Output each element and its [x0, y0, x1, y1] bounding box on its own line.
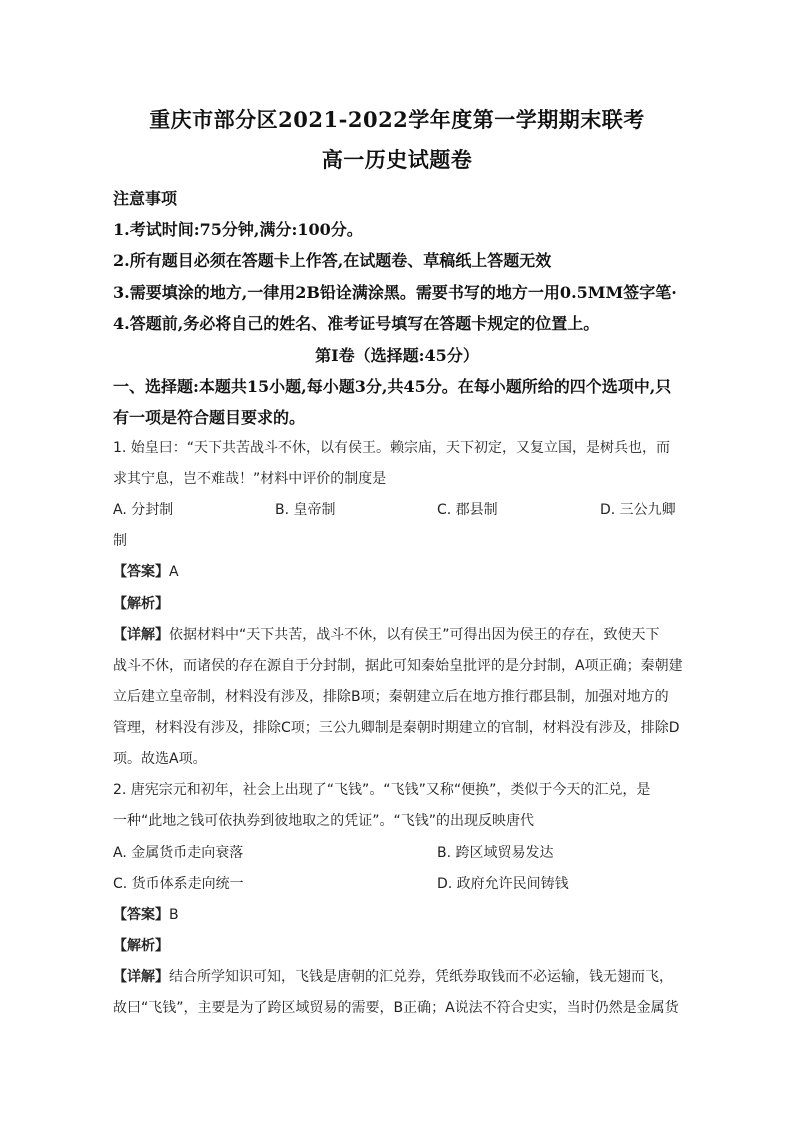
q2-detail-1 [113, 966, 683, 986]
exam-title: 重庆市部分区2021-2022学年度第一学期期末联考 [149, 107, 645, 132]
q2-answer [113, 904, 683, 924]
q2-detail-text-1: 结合所学知识可知，飞钱是唐朝的汇兑券，凭纸券取钱而不必运输，钱无翅而飞， [169, 969, 673, 985]
section-instructions-1: 一、选择题:本题共15小题,每小题3分,共45分。在每小题所给的四个选项中,只 [113, 377, 672, 396]
q2-answer-value: B [169, 907, 179, 923]
q2-answer-label: 【答案】 [113, 907, 169, 923]
q2-option-c: C. 货币体系走向统一 [113, 876, 244, 892]
q2-stem-1: 2. 唐宪宗元和初年，社会上出现了“飞钱”。“飞钱”又称“便换”，类似于今天的汇兑，是 [113, 782, 651, 798]
q1-option-b: B. 皇帝制 [275, 502, 336, 518]
q2-analysis-label: 【解析】 [113, 938, 169, 954]
note-item-2: 2.所有题目必须在答题卡上作答,在试题卷、草稿纸上答题无效 [113, 251, 552, 270]
note-item-4: 4.答题前,务必将自己的姓名、准考证号填写在答题卡规定的位置上。 [113, 314, 600, 333]
q1-detail-2: 战斗不休，而诸侯的存在源自于分封制，据此可知秦始皇批评的是分封制，A项正确；秦朝建 [113, 658, 683, 674]
q1-answer-value: A [169, 564, 179, 580]
q2-detail-label: 【详解】 [113, 969, 169, 985]
q1-detail-label: 【详解】 [113, 627, 169, 643]
q1-answer [113, 561, 683, 581]
notes-heading: 注意事项 [113, 189, 178, 208]
q1-detail-5: 项。故选A项。 [113, 751, 207, 767]
q1-option-d: D. 三公九卿 [600, 502, 676, 518]
q1-detail-text-1: 依据材料中“天下共苦，战斗不休，以有侯王”可得出因为侯王的存在，致使天下 [169, 627, 660, 643]
q2-detail-2: 故曰“飞钱”，主要是为了跨区域贸易的需要，B正确；A说法不符合史实，当时仍然是金属货 [113, 1000, 679, 1016]
q2-option-b: B. 跨区域贸易发达 [437, 845, 554, 861]
q1-analysis-label: 【解析】 [113, 596, 169, 612]
exam-subtitle: 高一历史试题卷 [321, 147, 473, 172]
q1-option-wrap: 制 [113, 533, 127, 549]
q2-stem-2: 一种“此地之钱可依执券到彼地取之的凭证”。“飞钱”的出现反映唐代 [113, 813, 535, 829]
q1-detail-1 [113, 624, 683, 644]
q1-detail-3: 立后建立皇帝制，材料没有涉及，排除B项；秦朝建立后在地方推行郡县制，加强对地方的 [113, 689, 669, 705]
note-item-3: 3.需要填涂的地方,一律用2B铅诠满涂黑。需要书写的地方一用0.5MM签字笔· [113, 283, 677, 302]
q1-stem-1: 1. 始皇曰：“天下共苦战斗不休，以有侯王。赖宗庙，天下初定，又复立国，是树兵也，而 [113, 440, 671, 456]
q1-option-a: A. 分封制 [113, 502, 174, 518]
section-instructions-2: 有一项是符合题目要求的。 [113, 408, 306, 427]
q1-answer-label: 【答案】 [113, 564, 169, 580]
q1-detail-4: 管理，材料没有涉及，排除C项；三公九卿制是秦朝时期建立的官制，材料没有涉及，排除D [113, 720, 680, 736]
note-item-1: 1.考试时间:75分钟,满分:100分。 [113, 220, 363, 239]
q2-option-d: D. 政府允许民间铸钱 [437, 876, 569, 892]
q2-option-a: A. 金属货币走向衰落 [113, 845, 244, 861]
section-heading: 第Ⅰ卷（选择题:45分） [315, 346, 479, 365]
q1-stem-2: 求其宁息，岂不难哉！”材料中评价的制度是 [113, 471, 387, 487]
q1-option-c: C. 郡县制 [437, 502, 498, 518]
